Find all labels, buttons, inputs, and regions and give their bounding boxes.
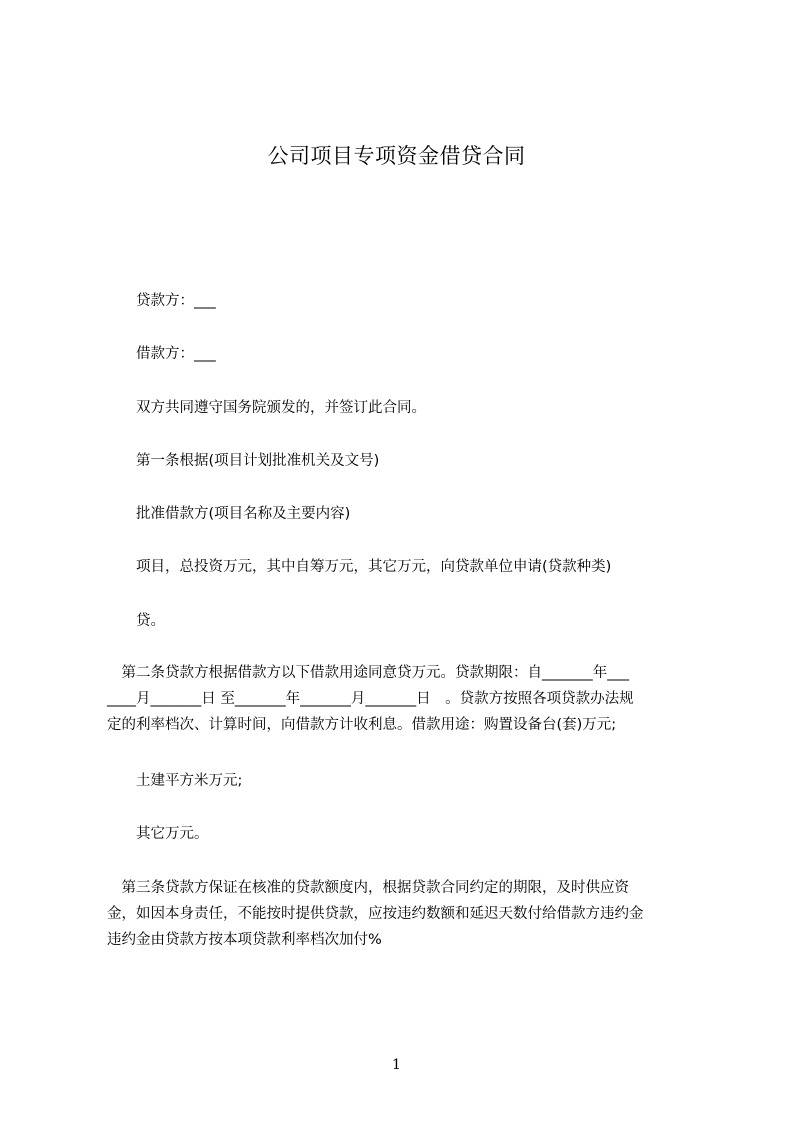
article3-line2: 金，如因本身责任，不能按时提供贷款，应按违约数额和延迟天数付给借款方违约金 (107, 906, 644, 922)
article2-line1: 第二条贷款方根据借款方以下借款用途同意贷万元。贷款期限：自_______年___ (107, 665, 629, 681)
article2-line3: 定的利率档次、计算时间，向借款方计收利息。借款用途：购置设备台(套)万元; (107, 717, 617, 733)
article2-line2: ____月_______日 至_______年_______月_______日 。贷款方按照各项贷款办法规 (107, 691, 634, 707)
article3-paragraph (107, 875, 707, 953)
article1-line2: 批准借款方(项目名称及主要内容) (136, 506, 351, 522)
borrower-line: 借款方：___ (136, 346, 216, 362)
construction-line: 土建平方米万元; (136, 773, 243, 789)
document-title: 公司项目专项资金借贷合同 (267, 144, 526, 168)
intro-paragraph: 双方共同遵守国务院颁发的，并签订此合同。 (136, 400, 426, 416)
article1-line1: 第一条根据(项目计划批准机关及文号) (136, 453, 380, 469)
article1-line3: 项目，总投资万元，其中自筹万元，其它万元，向贷款单位申请(贷款种类) (136, 559, 612, 575)
lender-line: 贷款方：___ (136, 293, 216, 309)
article1-line4: 贷。 (136, 613, 165, 629)
article3-line1: 第三条贷款方保证在核准的贷款额度内，根据贷款合同约定的期限，及时供应资 (107, 880, 629, 896)
other-line: 其它万元。 (136, 826, 209, 842)
article2-paragraph (107, 660, 707, 738)
article3-line3: 违约金由贷款方按本项贷款利率档次加付% (107, 932, 382, 948)
page-number: 1 (392, 1057, 401, 1073)
